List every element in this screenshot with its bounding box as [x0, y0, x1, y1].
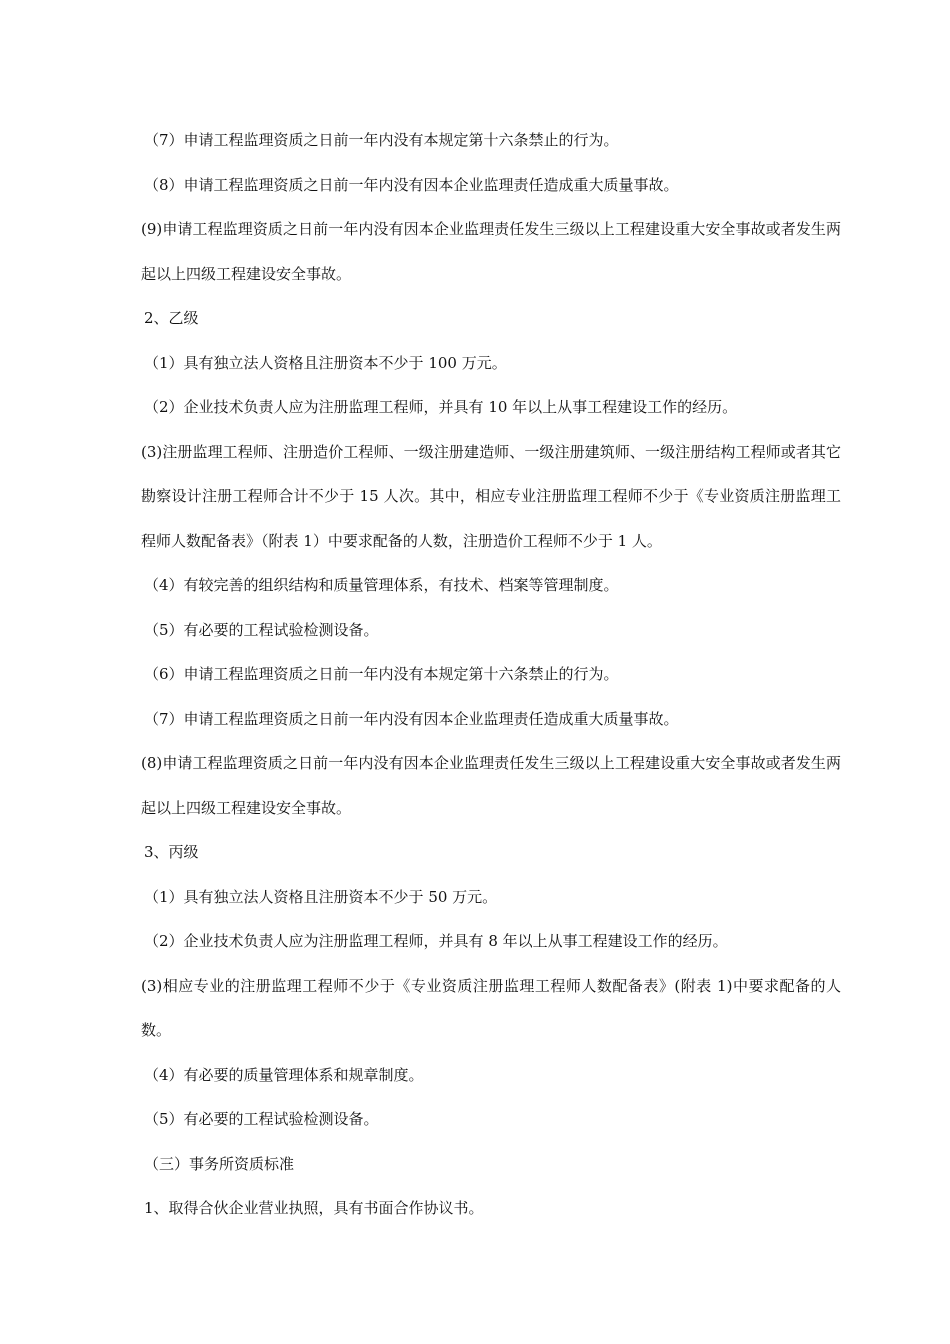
paragraph-b-1: （1）具有独立法人资格且注册资本不少于 100 万元。: [144, 353, 507, 372]
section-heading-firm-standard: （三）事务所资质标准: [144, 1154, 295, 1173]
paragraph-firm-1: 1、取得合伙企业营业执照，具有书面合作协议书。: [144, 1199, 484, 1217]
paragraph-item-9: (9)申请工程监理资质之日前一年内没有因本企业监理责任发生三级以上工程建设重大安全事故或者发生两起以上四级工程建设安全事故。: [141, 220, 841, 283]
paragraph-c-4: （4）有必要的质量管理体系和规章制度。: [144, 1065, 424, 1084]
paragraph-b-4: （4）有较完善的组织结构和质量管理体系，有技术、档案等管理制度。: [144, 576, 619, 594]
paragraph-b-8: (8)申请工程监理资质之日前一年内没有因本企业监理责任发生三级以上工程建设重大安全事故或者发生两起以上四级工程建设安全事故。: [141, 754, 841, 817]
document-body: [111, 118, 841, 1231]
section-heading-grade-c: 3、丙级: [144, 843, 199, 861]
paragraph-b-5: （5）有必要的工程试验检测设备。: [144, 620, 379, 639]
paragraph-c-3: (3)相应专业的注册监理工程师不少于《专业资质注册监理工程师人数配备表》(附表 1)中要求配备的人数。: [141, 976, 841, 1039]
paragraph-c-5: （5）有必要的工程试验检测设备。: [144, 1110, 379, 1128]
section-heading-grade-b: 2、乙级: [144, 309, 199, 327]
paragraph-b-3: (3)注册监理工程师、注册造价工程师、一级注册建造师、一级注册建筑师、一级注册结构工程师或者其它勘察设计注册工程师合计不少于 15 人次。其中，相应专业注册监理工程师不少于《专业资质注册监理工程师人数配备表》（附表 1）中要求配备的人数，注册造价工程师不少于 1 人。: [141, 442, 841, 550]
paragraph-c-2: （2）企业技术负责人应为注册监理工程师，并具有 8 年以上从事工程建设工作的经历。: [144, 932, 728, 950]
paragraph-b-6: （6）申请工程监理资质之日前一年内没有本规定第十六条禁止的行为。: [144, 665, 619, 683]
paragraph-b-7: （7）申请工程监理资质之日前一年内没有因本企业监理责任造成重大质量事故。: [144, 709, 679, 728]
paragraph-item-8: （8）申请工程监理资质之日前一年内没有因本企业监理责任造成重大质量事故。: [144, 175, 679, 194]
paragraph-c-1: （1）具有独立法人资格且注册资本不少于 50 万元。: [144, 887, 498, 906]
paragraph-item-7: （7）申请工程监理资质之日前一年内没有本规定第十六条禁止的行为。: [144, 131, 619, 149]
paragraph-b-2: （2）企业技术负责人应为注册监理工程师，并具有 10 年以上从事工程建设工作的经历。: [144, 398, 738, 416]
